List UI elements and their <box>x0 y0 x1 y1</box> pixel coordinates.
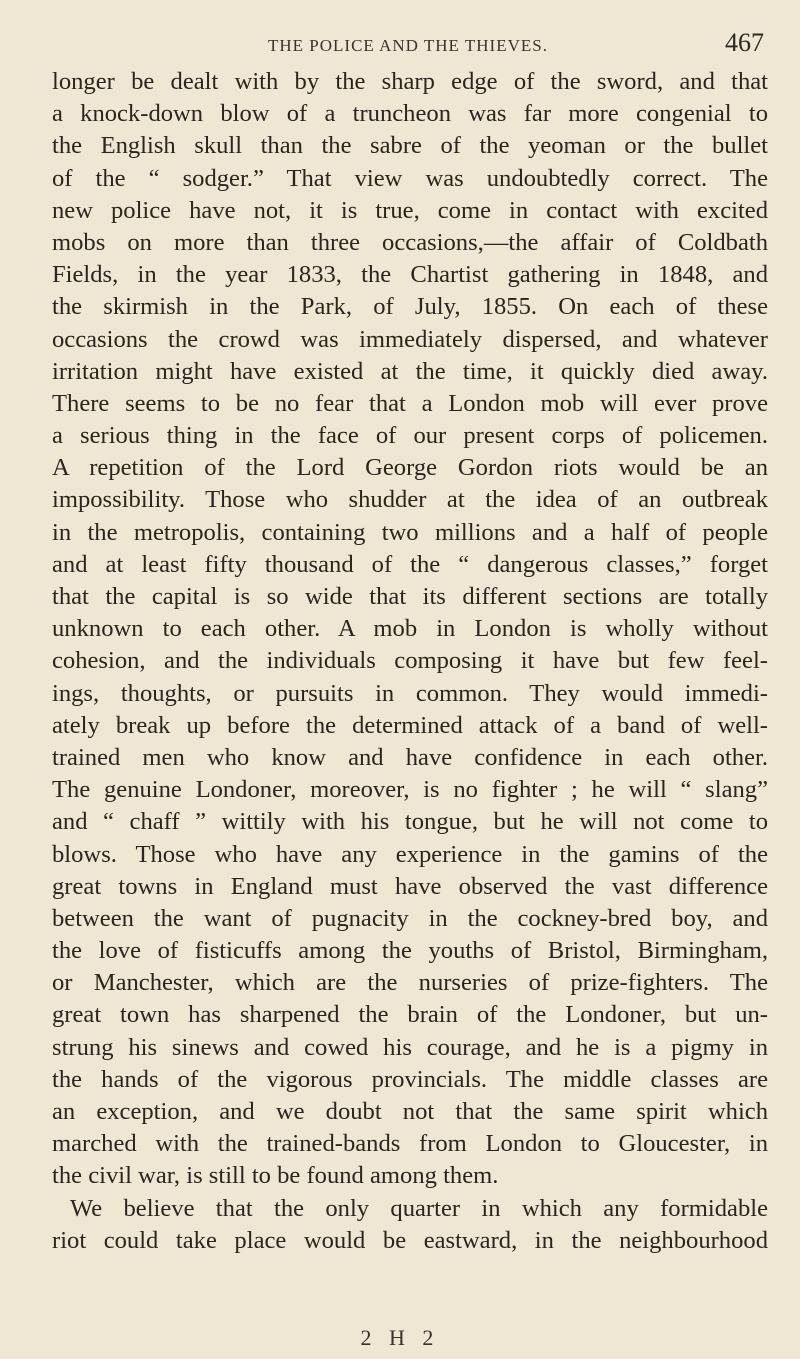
text-line: and “ chaff ” wittily with his tongue, but he will not come to <box>52 808 768 836</box>
text-line: blows. Those who have any experience in the gamins of the <box>52 840 768 868</box>
text-line: riot could take place would be eastward, in the neighbourhood <box>52 1226 768 1254</box>
page-number: 467 <box>725 28 764 57</box>
text-line: ately break up before the determined attack of a band of well- <box>52 711 768 739</box>
text-line: Fields, in the year 1833, the Chartist gathering in 1848, and <box>52 261 768 289</box>
text-line: new police have not, it is true, come in contact with excited <box>52 196 768 224</box>
text-line: We believe that the only quarter in which any formidable <box>70 1194 768 1222</box>
signature-mark: 2 H 2 <box>360 1325 440 1350</box>
text-line: A repetition of the Lord George Gordon riots would be an <box>52 454 768 482</box>
text-line: that the capital is so wide that its different sections are totally <box>52 583 768 610</box>
text-line: and at least fifty thousand of the “ dangerous classes,” forget <box>52 550 768 578</box>
text-line: strung his sinews and cowed his courage, and he is a pigmy in <box>52 1033 768 1061</box>
text-line: irritation might have existed at the time, it quickly died away. <box>52 357 768 385</box>
text-line: There seems to be no fear that a London mob will ever prove <box>52 389 768 417</box>
running-head <box>52 28 764 64</box>
text-line: a serious thing in the face of our present corps of policemen. <box>52 422 768 450</box>
text-line: impossibility. Those who shudder at the idea of an outbreak <box>52 486 768 514</box>
text-line: in the metropolis, containing two millions and a half of people <box>52 518 768 546</box>
text-line: the civil war, is still to be found among them. <box>52 1162 499 1190</box>
text-line: mobs on more than three occasions,—the affair of Coldbath <box>52 228 768 256</box>
text-line: occasions the crowd was immediately dispersed, and whatever <box>52 325 768 353</box>
text-line: longer be dealt with by the sharp edge of the sword, and that <box>52 68 768 95</box>
text-line: unknown to each other. A mob in London is wholly without <box>52 615 768 643</box>
text-line: trained men who know and have confidence in each other. <box>52 743 768 771</box>
text-line: the love of fisticuffs among the youths of Bristol, Birmingham, <box>52 937 768 965</box>
running-title: THE POLICE AND THE THIEVES. <box>268 36 548 55</box>
text-line: marched with the trained-bands from London to Gloucester, in <box>52 1130 768 1158</box>
text-line: the English skull than the sabre of the yeoman or the bullet <box>52 132 768 160</box>
text-line: of the “ sodger.” That view was undoubtedly correct. The <box>52 164 768 192</box>
text-line: cohesion, and the individuals composing it have but few feel- <box>52 647 768 675</box>
text-line: an exception, and we doubt not that the same spirit which <box>52 1098 768 1125</box>
text-line: the hands of the vigorous provincials. The middle classes are <box>52 1065 768 1093</box>
text-line: The genuine Londoner, moreover, is no fighter ; he will “ slang” <box>52 776 768 804</box>
text-line: a knock-down blow of a truncheon was far more congenial to <box>52 100 768 128</box>
text-line: ings, thoughts, or pursuits in common. They would immedi- <box>52 679 768 707</box>
text-line: or Manchester, which are the nurseries of prize-fighters. The <box>52 969 768 997</box>
text-line: great town has sharpened the brain of the Londoner, but un- <box>52 1001 768 1029</box>
body-text <box>52 66 768 1257</box>
text-line: great towns in England must have observed the vast difference <box>52 872 768 900</box>
text-line: between the want of pugnacity in the cockney-bred boy, and <box>52 904 768 932</box>
text-line: the skirmish in the Park, of July, 1855. On each of these <box>52 293 768 321</box>
